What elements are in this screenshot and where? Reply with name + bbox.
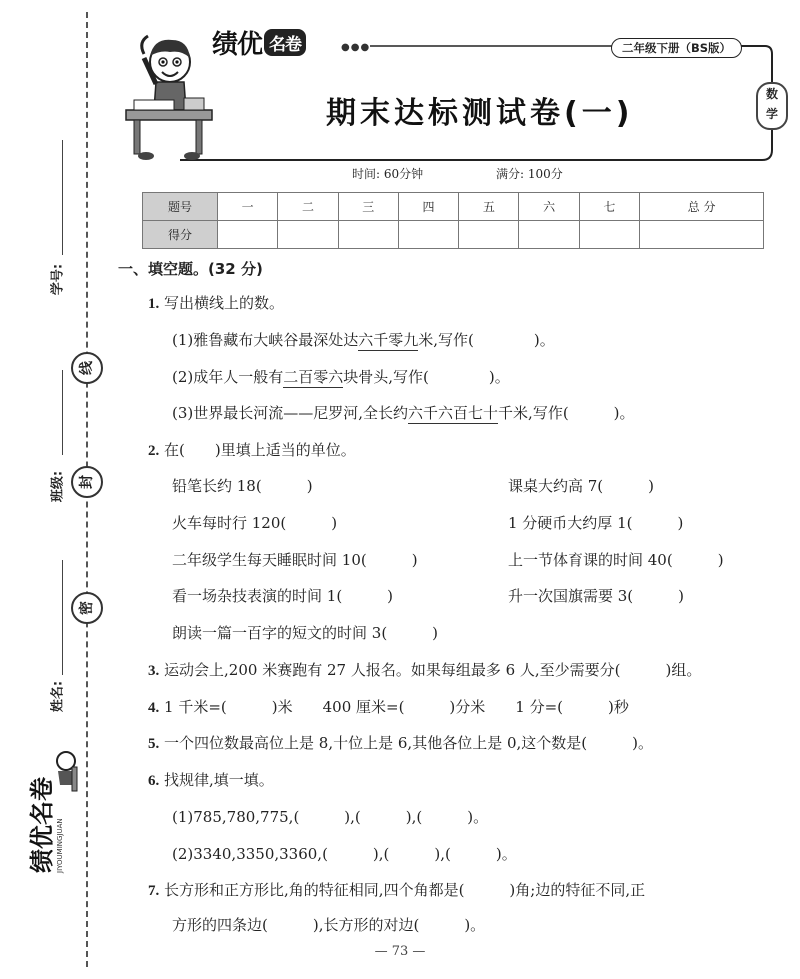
score-table-score-row [143, 221, 764, 249]
score-table-cell: 七 [579, 193, 639, 221]
part-text: (2)成年人一般有 [172, 368, 284, 386]
section-title: 一、填空题。(32 分) [118, 260, 263, 278]
question-number: 7. [148, 883, 160, 899]
question-text: 长方形和正方形比,角的特征相同,四个角都是( )角;边的特征不同,正 [164, 881, 646, 899]
question-text: 运动会上,200 米赛跑有 27 人报名。如果每组最多 6 人,至少需要分( )组。 [164, 661, 702, 679]
part-text: (1)雅鲁藏布大峡谷最深处达 [172, 331, 359, 349]
part-text: (3)世界最长河流——尼罗河,全长约 [172, 404, 409, 422]
score-table-cell: 五 [459, 193, 519, 221]
name-line [62, 560, 63, 675]
question-1-part-2 [172, 366, 510, 387]
score-table-cell: 二 [278, 193, 338, 221]
score-input-cell[interactable] [640, 221, 764, 249]
question-text: 写出横线上的数。 [164, 294, 285, 312]
question-1-part-3 [172, 402, 635, 423]
student-id-label: 学号: [50, 263, 66, 296]
side-logo-icon [22, 745, 94, 875]
question-7 [148, 879, 645, 900]
score-table-cell: 得分 [143, 221, 218, 249]
exam-time: 时间: 60分钟 [352, 167, 424, 181]
question-7-continued: 方形的四条边( ),长方形的对边( )。 [172, 916, 486, 934]
score-input-cell[interactable] [398, 221, 458, 249]
student-id-line [62, 140, 63, 255]
question-text: 找规律,填一填。 [164, 771, 274, 789]
question-6 [148, 769, 274, 790]
score-table-cell: 一 [218, 193, 278, 221]
page-number: — 73 — [374, 944, 426, 959]
score-table-cell: 总 分 [640, 193, 764, 221]
subject-char-2: 学 [765, 107, 778, 121]
mascot-boy-icon [122, 14, 218, 164]
score-input-cell[interactable] [579, 221, 639, 249]
question-2 [148, 439, 356, 460]
score-input-cell[interactable] [338, 221, 398, 249]
question-1-part-1 [172, 329, 555, 350]
score-input-cell[interactable] [519, 221, 579, 249]
seal-xian: 线 [71, 352, 103, 384]
underlined-number: 二百零六 [283, 368, 344, 386]
part-text: 千米,写作( )。 [498, 404, 635, 422]
unit-item: 朗读一篇一百字的短文的时间 3( ) [172, 624, 439, 642]
unit-item: 看一场杂技表演的时间 1( ) [172, 587, 394, 605]
unit-item: 升一次国旗需要 3( ) [508, 587, 685, 605]
question-number: 2. [148, 443, 160, 459]
score-table-cell: 三 [338, 193, 398, 221]
question-number: 6. [148, 773, 160, 789]
brand-logo [212, 24, 306, 61]
side-logo-pinyin: JIYOUMINGJUAN [56, 818, 64, 873]
score-table-cell: 六 [519, 193, 579, 221]
question-5 [148, 732, 653, 753]
question-text: 在( )里填上适当的单位。 [164, 441, 356, 459]
exam-full-score: 满分: 100分 [496, 167, 563, 181]
subject-badge [756, 82, 788, 130]
subject-char-1: 数 [765, 87, 778, 101]
question-number: 3. [148, 663, 160, 679]
score-input-cell[interactable] [459, 221, 519, 249]
question-4 [148, 696, 629, 717]
class-line [62, 370, 63, 455]
score-table-cell: 题号 [143, 193, 218, 221]
score-input-cell[interactable] [278, 221, 338, 249]
brand-logo-text: 绩优 [212, 30, 263, 60]
side-logo-text: 绩优名卷 [28, 777, 56, 873]
unit-item: 二年级学生每天睡眠时间 10( ) [172, 551, 418, 569]
underlined-number: 六千六百七十 [408, 404, 499, 422]
brand-logo-badge: 名卷 [264, 29, 306, 56]
grade-tag: 二年级下册（BS版） [611, 38, 742, 58]
score-input-cell[interactable] [218, 221, 278, 249]
score-table-header-row [143, 193, 764, 221]
part-text: 米,写作( )。 [418, 331, 555, 349]
pattern-row: (1)785,780,775,( ),( ),( )。 [172, 808, 489, 826]
unit-item: 上一节体育课的时间 40( ) [508, 551, 724, 569]
class-label: 班级: [50, 470, 66, 503]
question-text: 1 千米=( )米 400 厘米=( )分米 1 分=( )秒 [164, 698, 629, 716]
question-text: 一个四位数最高位上是 8,十位上是 6,其他各位上是 0,这个数是( )。 [164, 734, 653, 752]
underlined-number: 六千零九 [358, 331, 419, 349]
unit-item: 课桌大约高 7( ) [508, 477, 655, 495]
unit-item: 铅笔长约 18( ) [172, 477, 313, 495]
part-text: 块骨头,写作( )。 [343, 368, 510, 386]
unit-item: 火车每时行 120( ) [172, 514, 338, 532]
question-3 [148, 659, 701, 680]
page-title: 期末达标测试卷(一) [326, 96, 634, 131]
seal-feng: 封 [71, 466, 103, 498]
question-number: 5. [148, 736, 160, 752]
question-number: 1. [148, 296, 160, 312]
name-label: 姓名: [50, 680, 66, 713]
score-table [142, 192, 764, 249]
unit-item: 1 分硬币大约厚 1( ) [508, 514, 684, 532]
pattern-row: (2)3340,3350,3360,( ),( ),( )。 [172, 845, 517, 863]
score-table-cell: 四 [398, 193, 458, 221]
decor-dots: ●●● [341, 42, 371, 53]
question-1 [148, 292, 284, 313]
question-number: 4. [148, 700, 160, 716]
seal-mi: 密 [71, 592, 103, 624]
